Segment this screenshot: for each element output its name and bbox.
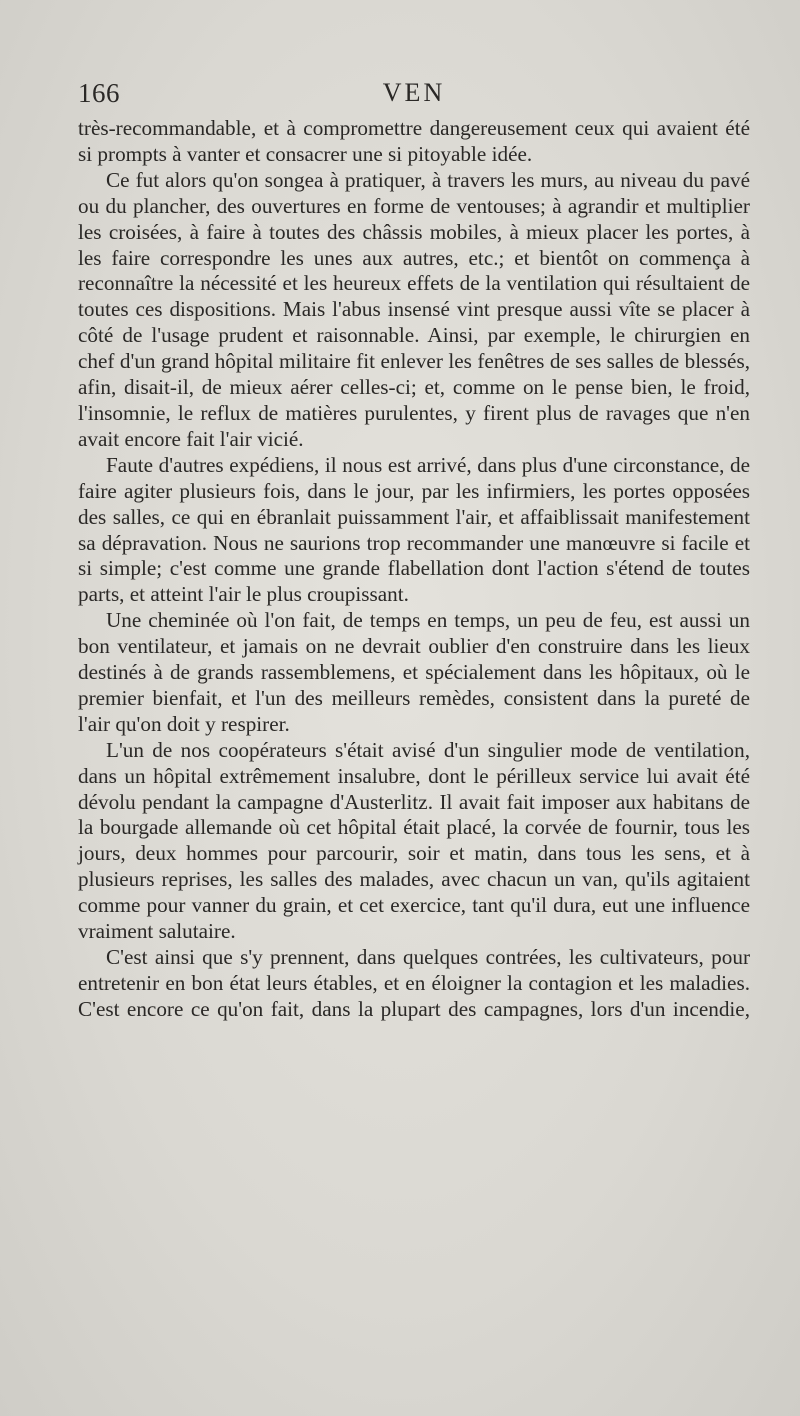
running-title: VEN bbox=[382, 78, 446, 107]
paragraph-1: très-recommandable, et à compromettre dangereusement ceux qui avaient été si prompts à vanter et consacrer une si pitoyable idée. bbox=[78, 116, 750, 166]
body-text bbox=[78, 116, 750, 1023]
page-header bbox=[78, 78, 750, 114]
paragraph-5: L'un de nos coopérateurs s'était avisé d'un singulier mode de ventilation, dans un hôpital extrêmement insalubre, dont le périlleux service lui avait été dévolu pendant la campagne d'Austerlitz. Il avait fait imposer aux habitans de la bourgade allemande où cet hôpital était placé, la corvée de fournir, tous les jours, deux hommes pour parcourir, soir et matin, dans tous les sens, et à plusieurs reprises, les salles des malades, avec chacun un van, qu'ils agitaient comme pour vanner du grain, et cet exercice, tant qu'il dura, eut une influence vraiment salutaire. bbox=[78, 737, 750, 944]
paragraph-6: C'est ainsi que s'y prennent, dans quelques contrées, les cultivateurs, pour entretenir en bon état leurs étables, et en éloigner la contagion et les maladies. C'est encore ce qu'on fait, dans la plupart des campagnes, lors d'un incendie, bbox=[78, 945, 750, 1021]
paragraph-2: Ce fut alors qu'on songea à pratiquer, à travers les murs, au niveau du pavé ou du plancher, des ouvertures en forme de ventouses; à agrandir et multiplier les croisées, à faire à toutes des châssis mobiles, à mieux placer les portes, à les faire correspondre les unes aux autres, etc.; et bientôt on commença à reconnaître la nécessité et les heureux effets de la ventilation qui résultaient de toutes ces dispositions. Mais l'abus insensé vint presque aussi vîte se placer à côté de l'usage prudent et raisonnable. Ainsi, par exemple, le chirurgien en chef d'un grand hôpital militaire fit enlever les fenêtres de ses salles de blessés, afin, disait-il, de mieux aérer celles-ci; et, comme on le pense bien, le froid, l'insomnie, le reflux de matières purulentes, y firent plus de ravages que n'en avait encore fait l'air vicié. bbox=[78, 167, 750, 451]
paragraph-4: Une cheminée où l'on fait, de temps en temps, un peu de feu, est aussi un bon ventilateur, et jamais on ne devrait oublier d'en construire dans les lieux destinés à de grands rassemblemens, et spécialement dans les hôpitaux, où le premier bienfait, et l'un des meilleurs remèdes, consistent dans la pureté de l'air qu'on doit y respirer. bbox=[78, 608, 750, 736]
paragraph-3: Faute d'autres expédiens, il nous est arrivé, dans plus d'une circonstance, de faire agiter plusieurs fois, dans le jour, par les infirmiers, les portes opposées des salles, ce qui en ébranlait puissamment l'air, et affaiblissait manifestement sa dépravation. Nous ne saurions trop recommander une manœuvre si facile et si simple; c'est comme une grande flabellation dont l'action s'étend de toutes parts, et atteint l'air le plus croupissant. bbox=[78, 452, 750, 607]
page-number: 166 bbox=[78, 78, 120, 108]
